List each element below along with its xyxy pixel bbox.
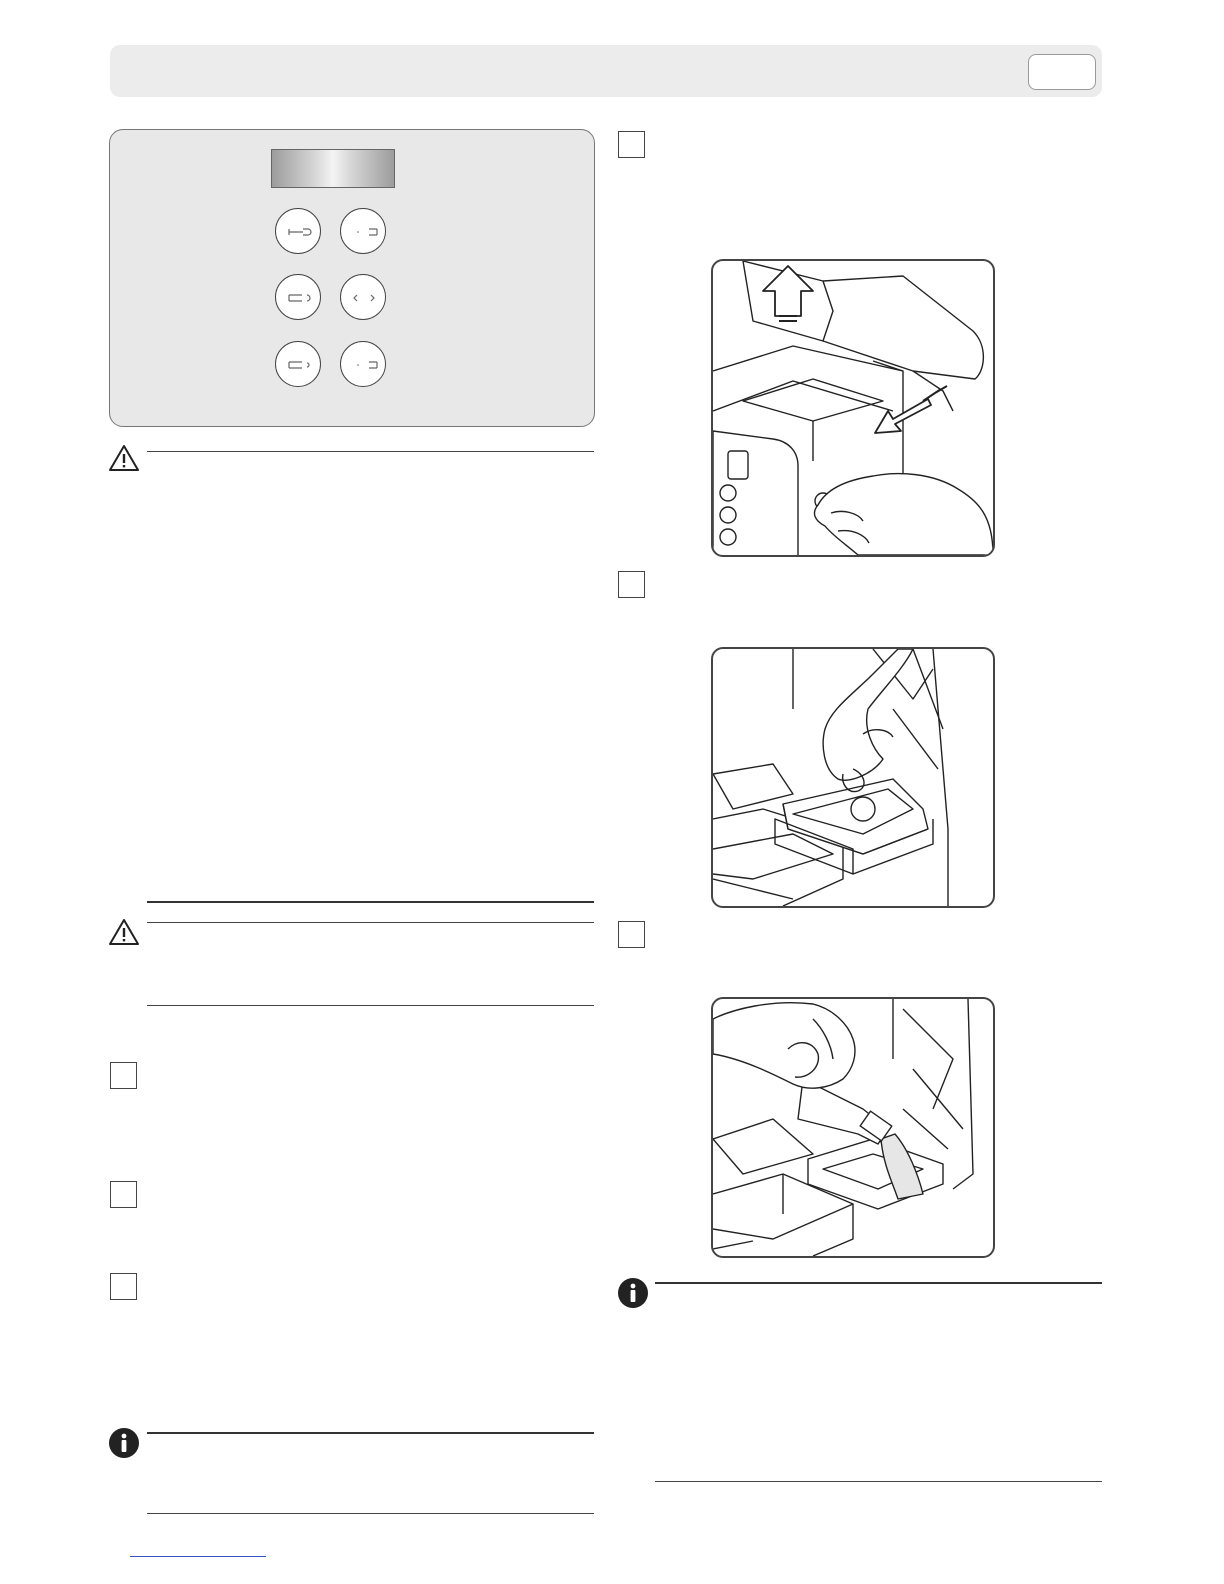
step-number-box [618, 131, 645, 158]
footer-link[interactable] [130, 1556, 266, 1557]
remove-tank-cap-illustration [713, 649, 993, 906]
open-lid-press-button-illustration [713, 261, 993, 555]
step-number-box [618, 571, 645, 598]
warning-1-top-rule [147, 451, 594, 452]
illustration-fill-tank [711, 997, 995, 1258]
step-number-box [110, 1181, 137, 1208]
warning-2-top-rule [147, 922, 594, 923]
step-number-box [618, 921, 645, 948]
panel-button-2[interactable] [340, 208, 386, 254]
panel-display [271, 149, 395, 188]
info-right-top-rule [655, 1282, 1102, 1284]
illustration-tank-cap [711, 647, 995, 908]
button-glyph-5-icon [276, 342, 322, 388]
step-number-box [110, 1273, 137, 1300]
header-bar [110, 45, 1102, 97]
button-glyph-3-icon [276, 275, 322, 321]
info-circle-icon [108, 1427, 140, 1459]
panel-button-1[interactable] [275, 208, 321, 254]
illustration-open-lid [711, 259, 995, 557]
panel-button-4[interactable] [340, 274, 386, 320]
info-left-top-rule [147, 1432, 594, 1434]
panel-button-3[interactable] [275, 274, 321, 320]
button-glyph-2-icon [341, 209, 387, 255]
warning-1-bottom-rule [147, 901, 594, 903]
step-number-box [110, 1062, 137, 1089]
fill-tank-from-bottle-illustration [713, 999, 993, 1256]
info-left-bottom-rule [147, 1513, 594, 1514]
button-glyph-6-icon [341, 342, 387, 388]
page-number-tab [1028, 54, 1096, 90]
button-glyph-1-icon [276, 209, 322, 255]
warning-triangle-icon [108, 444, 140, 472]
warning-triangle-icon [108, 918, 140, 946]
info-circle-icon [617, 1277, 649, 1309]
info-right-bottom-rule [655, 1481, 1102, 1482]
warning-2-bottom-rule [147, 1005, 594, 1006]
panel-button-6[interactable] [340, 341, 386, 387]
button-glyph-4-icon [341, 275, 387, 321]
panel-button-5[interactable] [275, 341, 321, 387]
